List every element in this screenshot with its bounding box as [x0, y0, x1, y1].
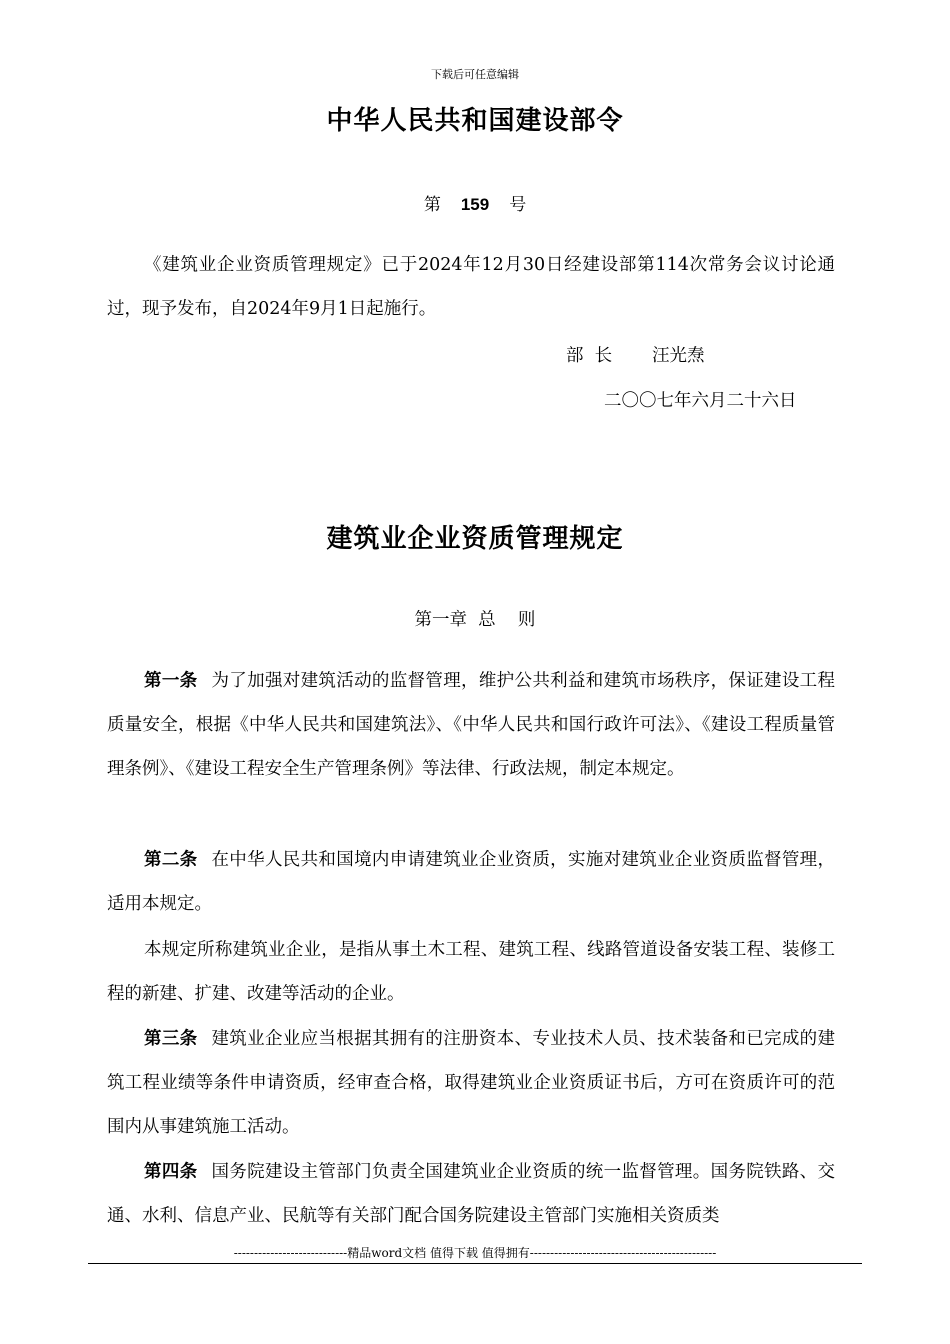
- decree-body: 《建筑业企业资质管理规定》已于2024年12月30日经建设部第114次常务会议讨论通过，现予发布，自2024年9月1日起施行。: [107, 255, 835, 319]
- article-2-paragraph-2: [107, 928, 835, 1016]
- article-text: 建筑业企业应当根据其拥有的注册资本、专业技术人员、技术装备和已完成的建筑工程业绩等条件申请资质，经审查合格，取得建筑业企业资质证书后，方可在资质许可的范围内从事建筑施工活动。: [107, 1029, 836, 1137]
- decree-date: 二〇〇七年六月二十六日: [604, 391, 797, 411]
- chapter-heading: 第一章 总 则: [414, 610, 536, 630]
- signature-title: 部 长: [566, 346, 613, 366]
- article-1: [107, 659, 835, 791]
- article-text: 本规定所称建筑业企业，是指从事土木工程、建筑工程、线路管道设备安装工程、装修工程的新建、扩建、改建等活动的企业。: [107, 940, 835, 1004]
- article-label: 第四条: [144, 1162, 198, 1182]
- decree-title: 中华人民共和国建设部令: [326, 106, 624, 136]
- article-text: 国务院建设主管部门负责全国建筑业企业资质的统一监督管理。国务院铁路、交通、水利、信息产业、民航等有关部门配合国务院建设主管部门实施相关资质类: [107, 1162, 836, 1226]
- footer-text: ----------------------------精品word文档 值得下载 值得拥有----------------------------------------------: [233, 1246, 717, 1260]
- article-text: 为了加强对建筑活动的监督管理，维护公共利益和建筑市场秩序，保证建设工程质量安全，根据《中华人民共和国建筑法》、《中华人民共和国行政许可法》、《建设工程质量管理条例》、《建设工程安全生产管理条例》等法律、行政法规，制定本规定。: [107, 671, 836, 779]
- header-note: 下载后可任意编辑: [431, 68, 519, 81]
- regulation-title: 建筑业企业资质管理规定: [326, 524, 624, 554]
- article-text: 在中华人民共和国境内申请建筑业企业资质，实施对建筑业企业资质监督管理，适用本规定。: [107, 850, 836, 914]
- article-3: [107, 1017, 835, 1149]
- order-suffix: 号: [509, 195, 527, 215]
- signature-name: 汪光焘: [652, 346, 705, 366]
- article-4: [107, 1150, 835, 1238]
- article-label: 第二条: [144, 850, 198, 870]
- article-label: 第三条: [144, 1029, 198, 1049]
- decree-order-number: [0, 190, 950, 215]
- order-prefix: 第: [423, 195, 441, 215]
- article-2: [107, 838, 835, 926]
- article-label: 第一条: [144, 671, 198, 691]
- order-number: 159: [460, 195, 490, 214]
- footer-divider: [88, 1263, 862, 1264]
